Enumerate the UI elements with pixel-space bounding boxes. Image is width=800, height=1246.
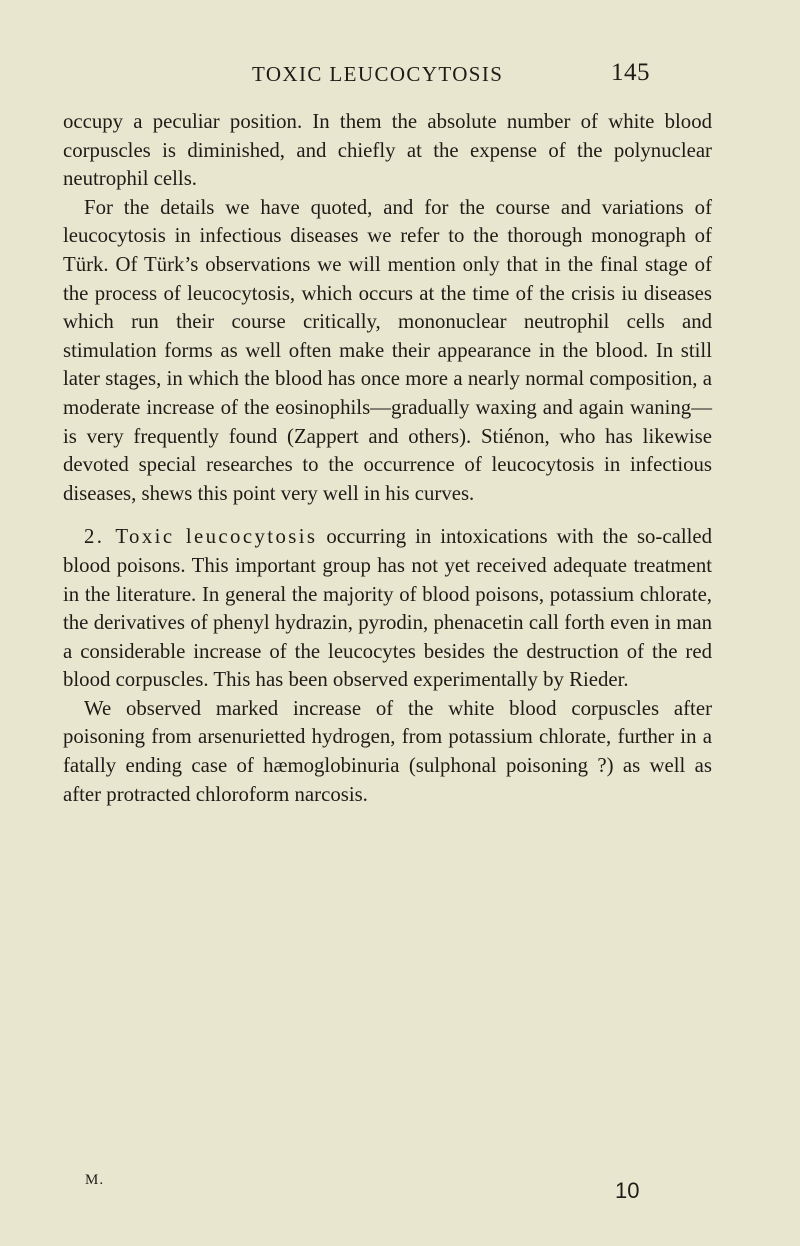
folio-number: 10 — [615, 1178, 640, 1203]
running-title: TOXIC LEUCOCYTOSIS — [252, 62, 504, 86]
page-footer — [0, 1168, 800, 1208]
section-lead: 2. Toxic leucocytosis — [84, 525, 318, 549]
paragraph-1: occupy a peculiar position. In them the absolute number of white blood corpuscles is diminished, and chiefly at the expense of the polynuclear neutrophil cells. — [63, 110, 712, 191]
paragraph-3 — [63, 523, 712, 695]
page-number: 145 — [611, 59, 650, 86]
signature-mark: M. — [85, 1172, 105, 1188]
paragraph-3-text: occurring in intoxications with the so-called blood poisons. This important group has not yet received adequate treatment in the literature. In general the majority of blood poisons, potassium chlorate, the derivatives of phenyl hydrazin, pyrodin, phenacetin call forth even in man a considerable increase of the leucocytes besides the destruction of the red blood corpuscles. This has been observed experimentally by Rieder. — [63, 525, 713, 692]
body-text — [63, 108, 712, 809]
paragraph-2: For the details we have quoted, and for the course and variations of leucocytosis in infectious diseases we refer to the thorough monograph of Türk. Of Türk’s observations we will mention only that in the final stage of the process of leucocytosis, which occurs at the time of the crisis iu diseases which run their course critically, mononuclear neutrophil cells and stimulation forms as well often make their appearance in the blood. In still later stages, in which the blood has once more a nearly normal composition, a moderate increase of the eosinophils—gradually waxing and again waning—is very frequently found (Zappert and others). Stiénon, who has likewise devoted special researches to the occurrence of leucocytosis in infectious diseases, shews this point very well in his curves. — [63, 195, 712, 505]
running-head — [0, 59, 800, 96]
paragraph-4: We observed marked increase of the white blood corpuscles after poisoning from arsenurietted hydrogen, from potassium chlorate, further in a fatally ending case of hæmoglobinuria (sulphonal poisoning ?) as well as after protracted chloroform narcosis. — [63, 696, 712, 806]
